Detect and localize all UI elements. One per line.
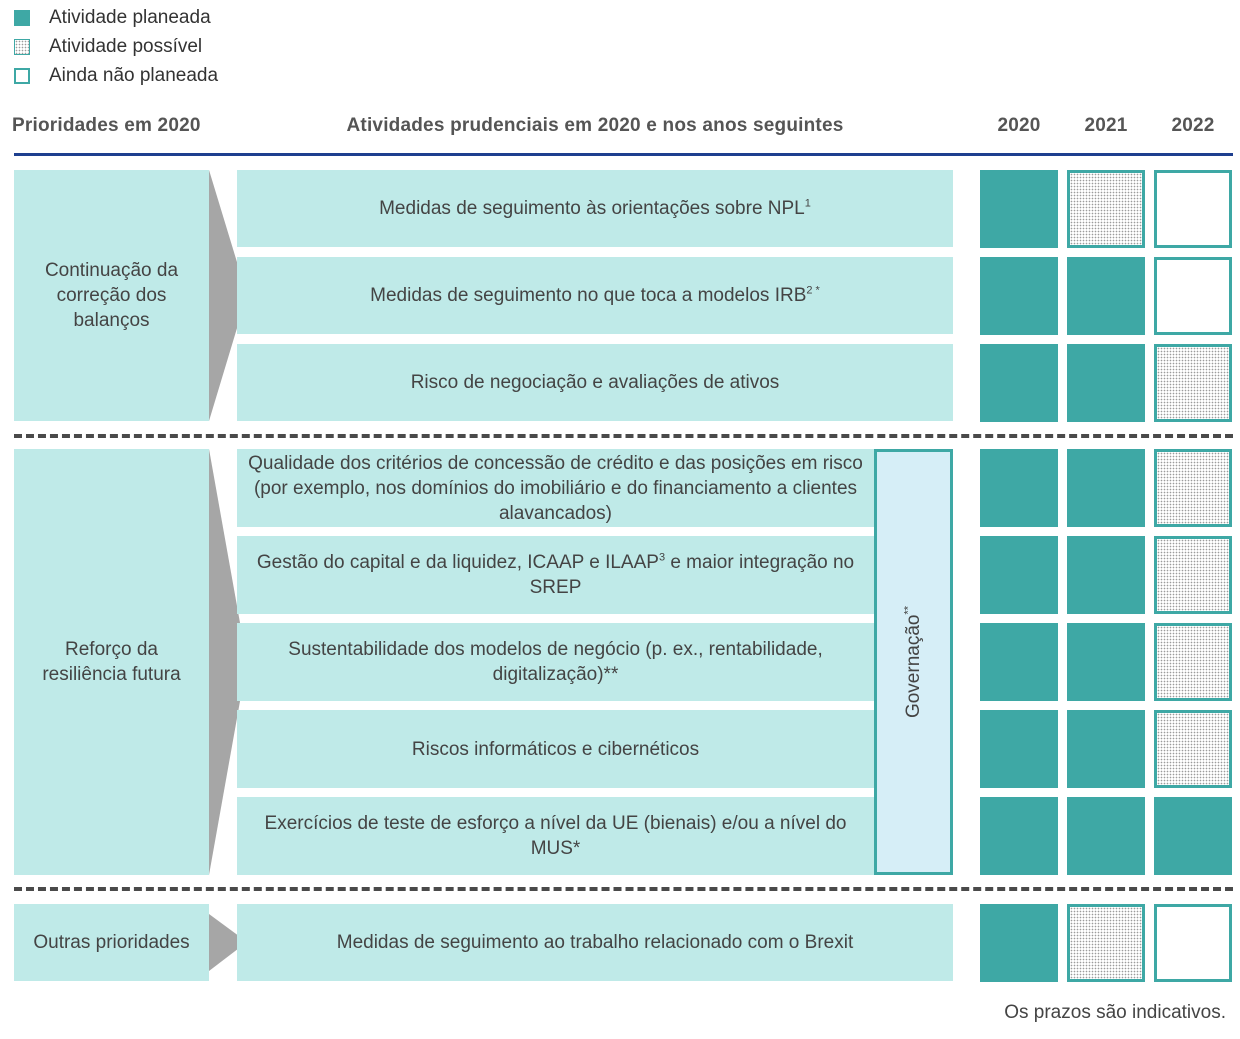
activity-2-footnote: 2 * (806, 284, 820, 297)
activity-7-text: Riscos informáticos e cibernéticos (411, 738, 700, 760)
timeline-cell-planned (980, 170, 1058, 248)
timeline-cell-planned (980, 904, 1058, 982)
header-year-2022: 2022 (1171, 115, 1215, 136)
timeline-cell-planned (980, 536, 1058, 614)
activity-1-text: Medidas de seguimento às orientações sobre NPL (379, 198, 805, 219)
legend-planned (14, 7, 211, 29)
timeline-cell-planned (980, 797, 1058, 875)
legend-notplanned-label: Ainda não planeada (49, 65, 219, 86)
timeline-cell-planned (980, 257, 1058, 335)
timeline-cell-planned (1154, 797, 1232, 875)
priority-group-2-label: Reforço da resiliência futura (42, 639, 181, 685)
header-year-2021: 2021 (1084, 115, 1128, 136)
priority-group-1-label: Continuação da correção dos balanços (44, 260, 179, 331)
activity-6-text: Sustentabilidade dos modelos de negócio (p. ex., rentabilidade, digitalização)** (288, 639, 823, 685)
footnote-timelines: Os prazos são indicativos. (1004, 1002, 1226, 1023)
timeline-cell-planned (1067, 623, 1145, 701)
timeline-cell-possible (1154, 536, 1232, 614)
activity-row-1 (237, 170, 953, 247)
legend-possible (14, 36, 202, 58)
legend-planned-swatch (14, 10, 30, 26)
timeline-cell-possible (1154, 710, 1232, 788)
header-activities: Atividades prudenciais em 2020 e nos anos seguintes (346, 115, 844, 136)
timeline-cell-possible (1154, 344, 1232, 422)
priority-group-2 (14, 449, 209, 875)
activity-row-8 (237, 797, 874, 875)
activity-5-text-suffix: e maior integração no SREP (529, 552, 855, 598)
timeline-cell-planned (980, 710, 1058, 788)
timeline-cell-planned (1067, 449, 1145, 527)
governance-footnote: ** (902, 605, 915, 615)
activity-row-3 (237, 344, 953, 421)
timeline-cell-planned (1067, 797, 1145, 875)
priority-group-3-label: Outras prioridades (33, 932, 190, 953)
timeline-cell-planned (1067, 257, 1145, 335)
timeline-cell-possible (1154, 623, 1232, 701)
timeline-cell-planned (1067, 344, 1145, 422)
priority-group-1 (14, 170, 209, 421)
group-separator-2 (14, 887, 1233, 891)
legend-possible-label: Atividade possível (49, 36, 203, 57)
activity-9-text: Medidas de seguimento ao trabalho relacionado com o Brexit (336, 932, 854, 953)
activity-2-text: Medidas de seguimento no que toca a modelos IRB (370, 285, 807, 306)
timeline-cell-notplanned (1154, 904, 1232, 982)
timeline-cell-planned (980, 449, 1058, 527)
timeline-cell-possible (1067, 170, 1145, 248)
timeline-cell-notplanned (1154, 170, 1232, 248)
legend-notplanned-swatch (14, 68, 30, 84)
legend-possible-swatch (14, 39, 30, 55)
activity-row-6 (237, 623, 874, 701)
header-year-2020: 2020 (997, 115, 1041, 136)
timeline-cell-planned (980, 344, 1058, 422)
legend-planned-label: Atividade planeada (49, 7, 211, 28)
timeline-cell-planned (1067, 536, 1145, 614)
activity-5-text: Gestão do capital e da liquidez, ICAAP e ILAAP (256, 552, 659, 573)
activity-3-text: Risco de negociação e avaliações de ativos (410, 372, 780, 393)
activity-4-text: Qualidade dos critérios de concessão de crédito e das posições em risco (por exemplo, nos domínios do imobiliário e do financiamento a clientes alavancados) (248, 452, 863, 524)
header-priorities: Prioridades em 2020 (12, 115, 201, 136)
governance-label: Governação (902, 614, 924, 719)
activity-row-9 (237, 904, 953, 981)
timeline-cell-notplanned (1154, 257, 1232, 335)
activity-5-footnote: 3 (658, 551, 666, 564)
activity-8-text: Exercícios de teste de esforço a nível da UE (bienais) e/ou a nível do MUS* (264, 813, 847, 859)
priority-group-3 (14, 904, 209, 981)
legend-notplanned (14, 65, 218, 87)
activity-1-footnote: 1 (804, 197, 811, 210)
timeline-cell-planned (1067, 710, 1145, 788)
activity-row-5 (237, 536, 874, 614)
timeline-cell-possible (1067, 904, 1145, 982)
timeline-cell-possible (1154, 449, 1232, 527)
activity-row-7 (237, 710, 874, 788)
group-separator-1 (14, 434, 1233, 438)
governance-box (874, 449, 953, 875)
timeline-cell-planned (980, 623, 1058, 701)
header-rule (14, 153, 1233, 156)
activity-row-4 (237, 449, 874, 527)
activity-row-2 (237, 257, 953, 334)
